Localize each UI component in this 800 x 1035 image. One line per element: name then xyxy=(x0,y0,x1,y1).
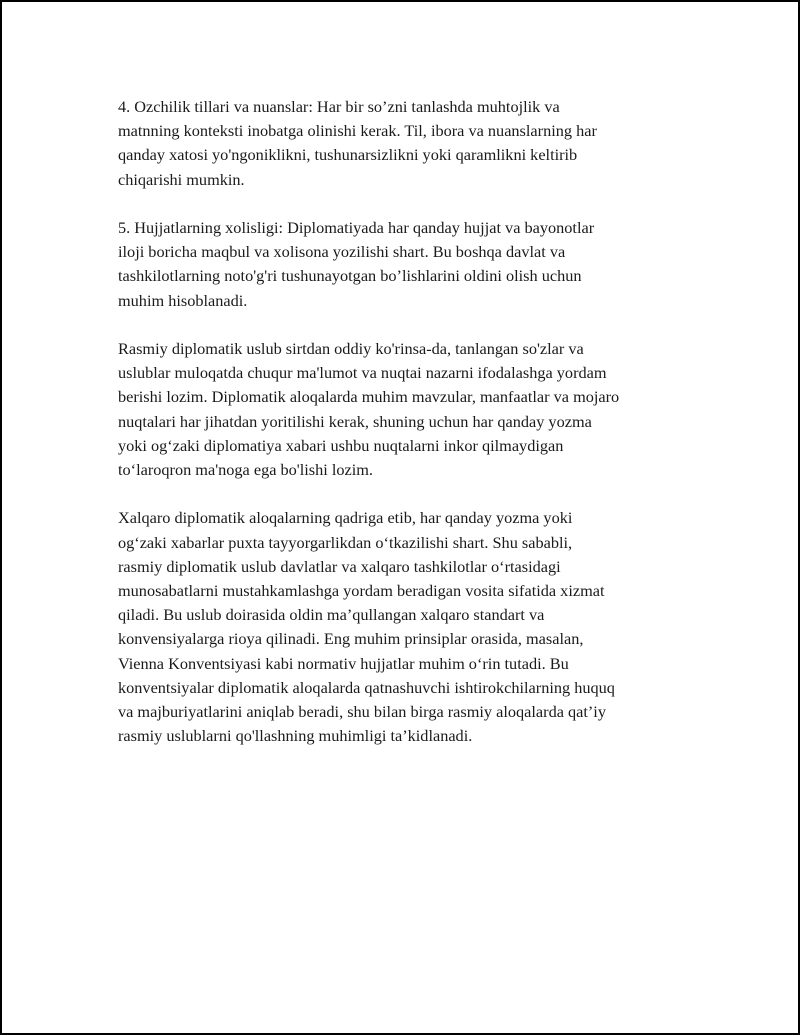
text-line: tashkilotlarning noto'g'ri tushunayotgan bo’lishlarini oldini olish uchun xyxy=(118,266,582,286)
text-line: berishi lozim. Diplomatik aloqalarda muhim mavzular, manfaatlar va mojaro xyxy=(118,387,620,407)
text-line: qiladi. Bu uslub doirasida oldin ma’qullangan xalqaro standart va xyxy=(118,605,545,625)
text-line: Rasmiy diplomatik uslub sirtdan oddiy ko'rinsa-da, tanlangan so'zlar va xyxy=(118,339,584,358)
text-line: munosabatlarni mustahkamlashga yordam beradigan vosita sifatida xizmat xyxy=(118,581,605,601)
text-line: nuqtalari har jihatdan yoritilishi kerak, shuning uchun har qanday yozma xyxy=(118,411,592,431)
text-line: og‘zaki xabarlar puxta tayyorgarlikdan o‘tkazilishi shart. Shu sababli, xyxy=(118,532,573,552)
text-line: rasmiy uslublarni qo'llashning muhimligi ta’kidlanadi. xyxy=(118,726,473,746)
text-line: 4. Ozchilik tillari va nuanslar: Har bir so’zni tanlashda muhtojlik va xyxy=(118,97,560,116)
paragraph-international-relations xyxy=(118,506,698,748)
text-line: yoki og‘zaki diplomatiya xabari ushbu nuqtalarni inkor qilmaydigan xyxy=(118,435,564,455)
paragraph-document-impartiality xyxy=(118,216,698,313)
text-line: chiqarishi mumkin. xyxy=(118,169,245,189)
text-line: rasmiy diplomatik uslub davlatlar va xalqaro tashkilotlar o‘rtasidagi xyxy=(118,556,561,576)
text-line: Xalqaro diplomatik aloqalarning qadriga etib, har qanday yozma yoki xyxy=(118,508,573,528)
text-line: Vienna Konventsiyasi kabi normativ hujjatlar muhim o‘rin tutadi. Bu xyxy=(118,653,569,673)
text-line: qanday xatosi yo'ngoniklikni, tushunarsizlikni yoki qaramlikni keltirib xyxy=(118,145,578,165)
text-line: konvensiyalarga rioya qilinadi. Eng muhim prinsiplar orasida, masalan, xyxy=(118,629,584,649)
text-line: va majburiyatlarini aniqlab beradi, shu bilan birga rasmiy aloqalarda qat’iy xyxy=(118,702,606,722)
document-body xyxy=(118,95,698,773)
text-line: konventsiyalar diplomatik aloqalarda qatnashuvchi ishtirokchilarning huquq xyxy=(118,677,615,697)
text-line: muhim hisoblanadi. xyxy=(118,290,248,310)
text-line: 5. Hujjatlarning xolisligi: Diplomatiyada har qanday hujjat va bayonotlar xyxy=(118,218,595,237)
paragraph-minority-languages xyxy=(118,95,698,192)
paragraph-official-style xyxy=(118,337,698,482)
text-line: to‘laroqron ma'noga ega bo'lishi lozim. xyxy=(118,460,373,480)
text-line: matnning konteksti inobatga olinishi kerak. Til, ibora va nuanslarning har xyxy=(118,121,597,141)
text-line: iloji boricha maqbul va xolisona yozilishi shart. Bu boshqa davlat va xyxy=(118,242,566,262)
text-line: uslublar muloqatda chuqur ma'lumot va nuqtai nazarni ifodalashga yordam xyxy=(118,363,607,383)
